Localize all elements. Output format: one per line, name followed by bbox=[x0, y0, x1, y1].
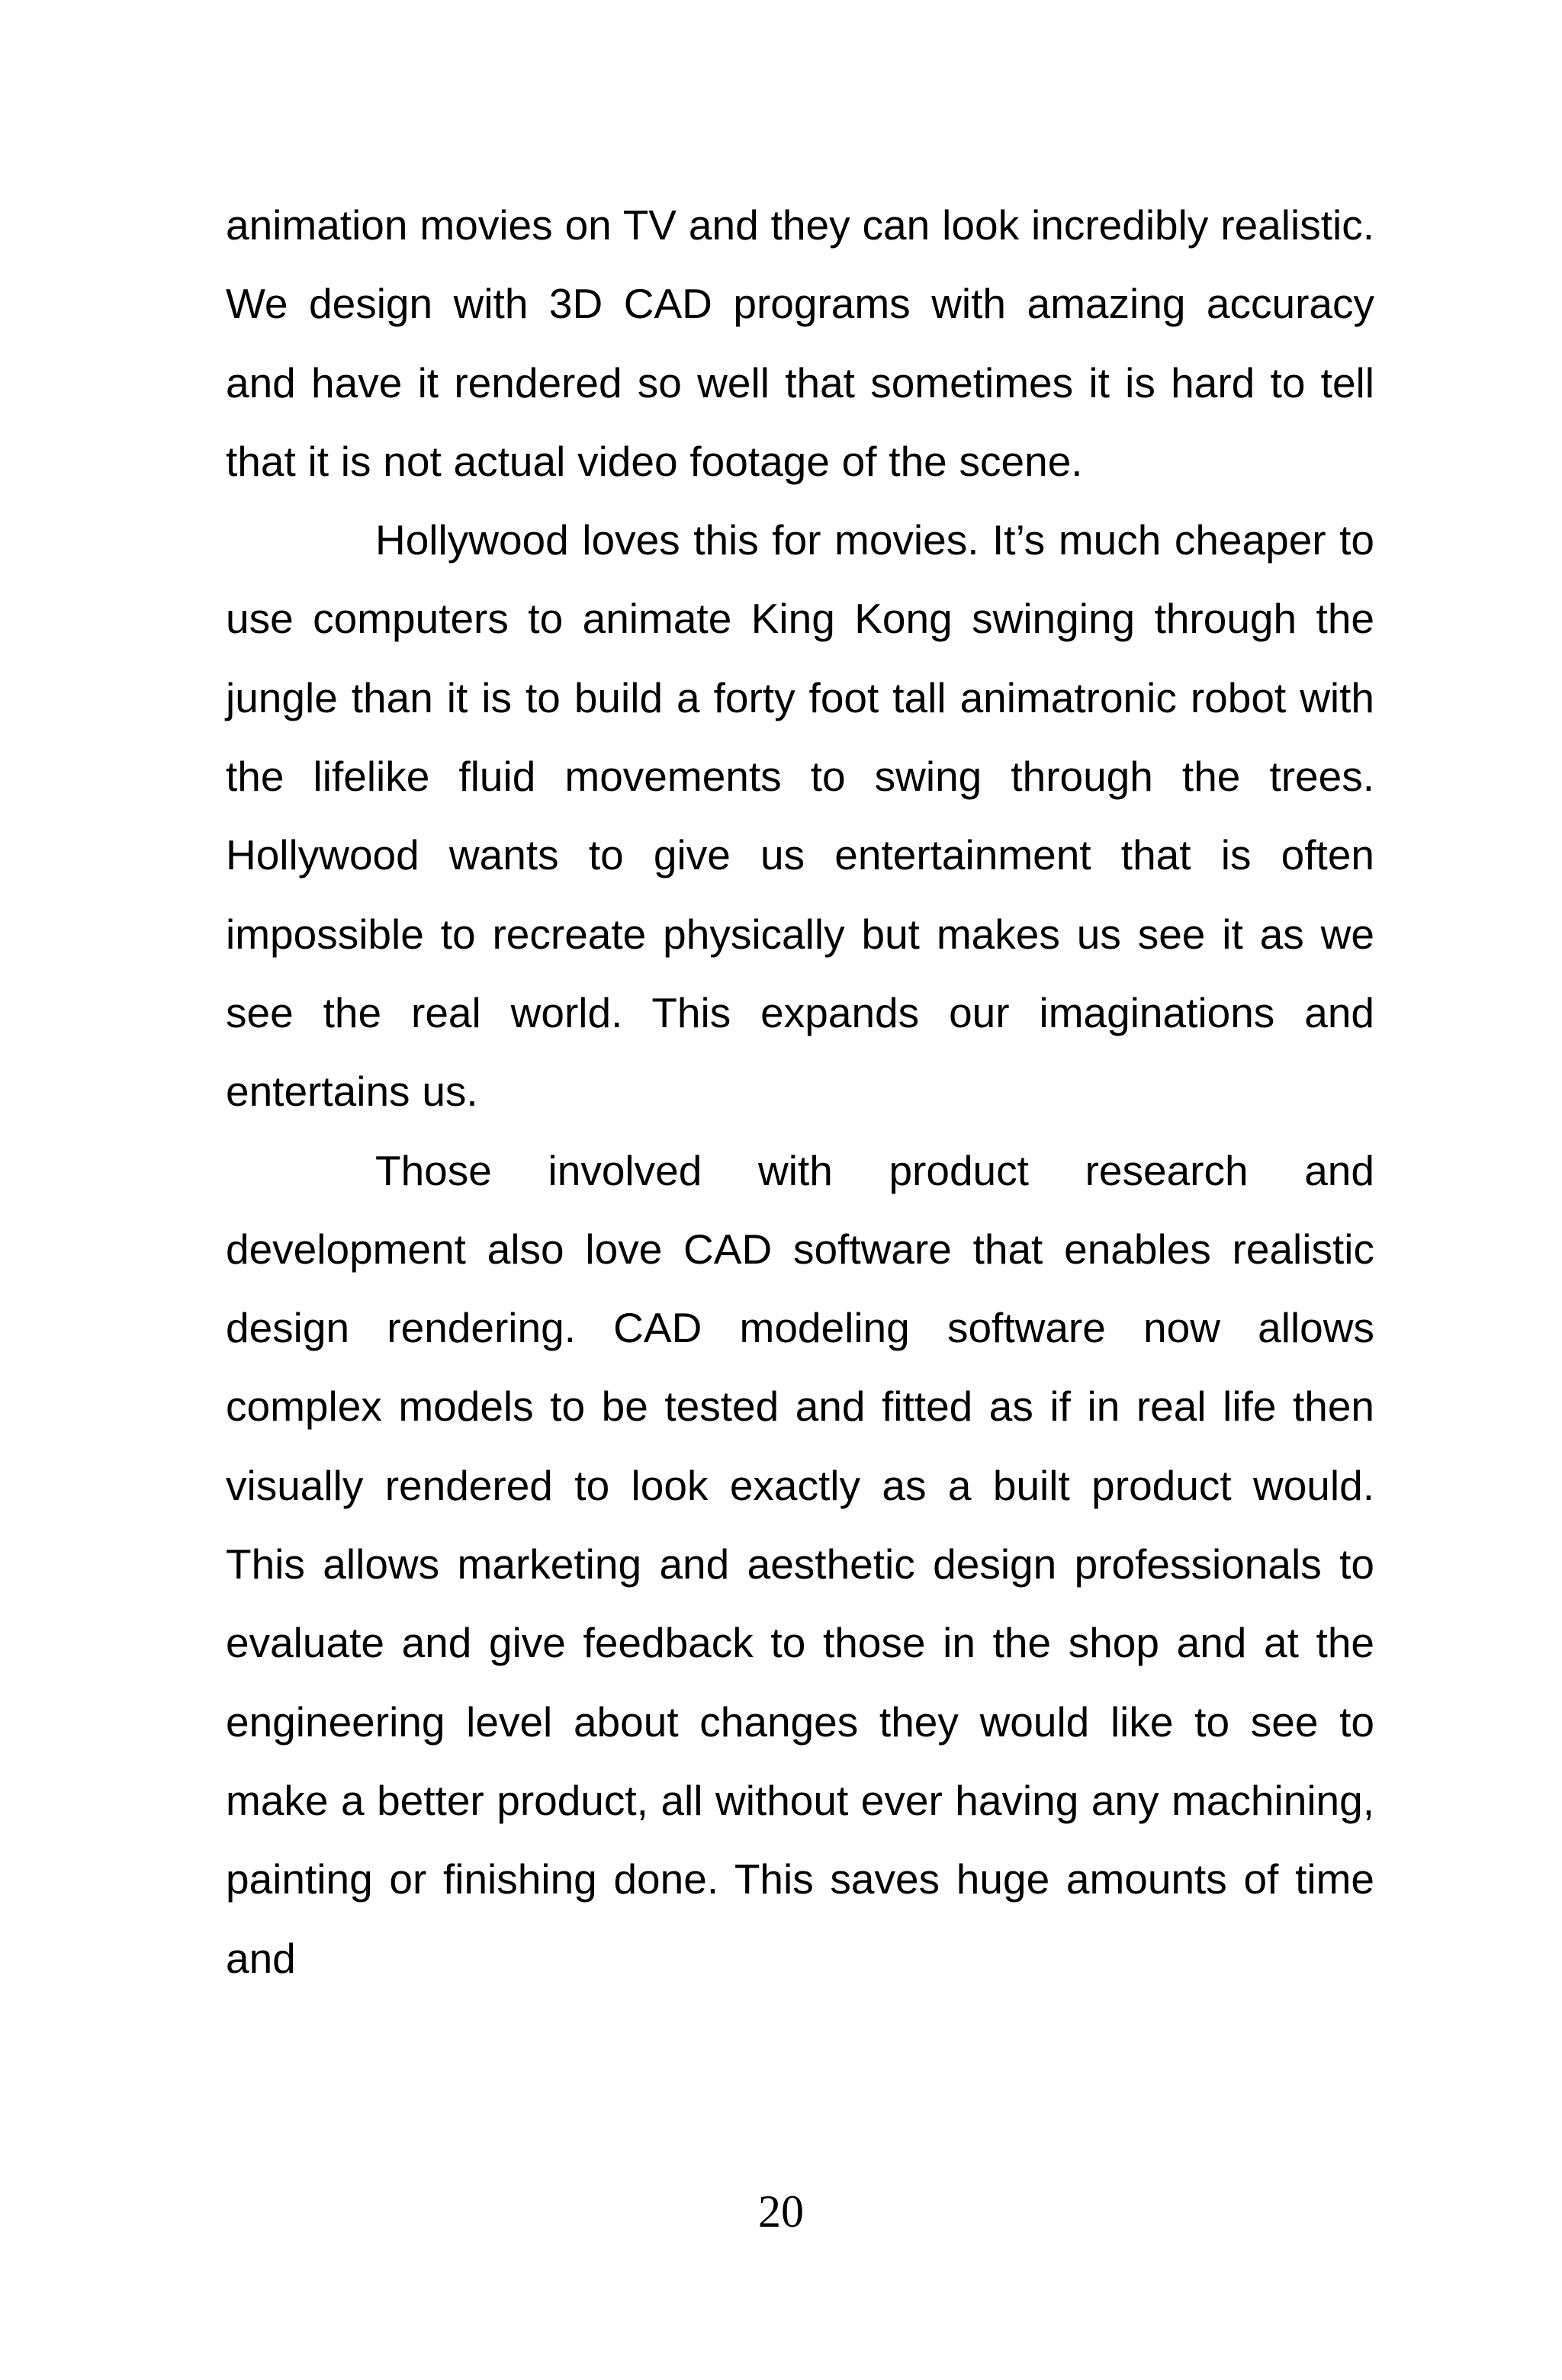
body-text bbox=[226, 186, 1374, 1998]
page-number: 20 bbox=[758, 2186, 804, 2237]
paragraph-continuation: animation movies on TV and they can look incredibly realistic. We design with 3D CAD programs with amazing accuracy and have it rendered so well that sometimes it is hard to tell that it is not actual video footage of the scene. bbox=[226, 201, 1374, 485]
paragraph-hollywood: Hollywood loves this for movies. It’s much cheaper to use computers to animate King Kong swinging through the jungle than it is to build a forty foot tall animatronic robot with the lifelike fluid movements to swing through the trees. Hollywood wants to give us entertainment that is often impossible to recreate physically but makes us see it as we see the real world. This expands our imaginations and entertains us. bbox=[226, 516, 1374, 1116]
paragraph-product-research: Those involved with product research and development also love CAD software that enables realistic design rendering. CAD modeling software now allows complex models to be tested and fitted as if in real life then visually rendered to look exactly as a built product would. This allows marketing and aesthetic design professionals to evaluate and give feedback to those in the shop and at the engineering level about changes they would like to see to make a better product, all without ever having any machining, painting or finishing done. This saves huge amounts of time and bbox=[226, 1146, 1374, 1982]
